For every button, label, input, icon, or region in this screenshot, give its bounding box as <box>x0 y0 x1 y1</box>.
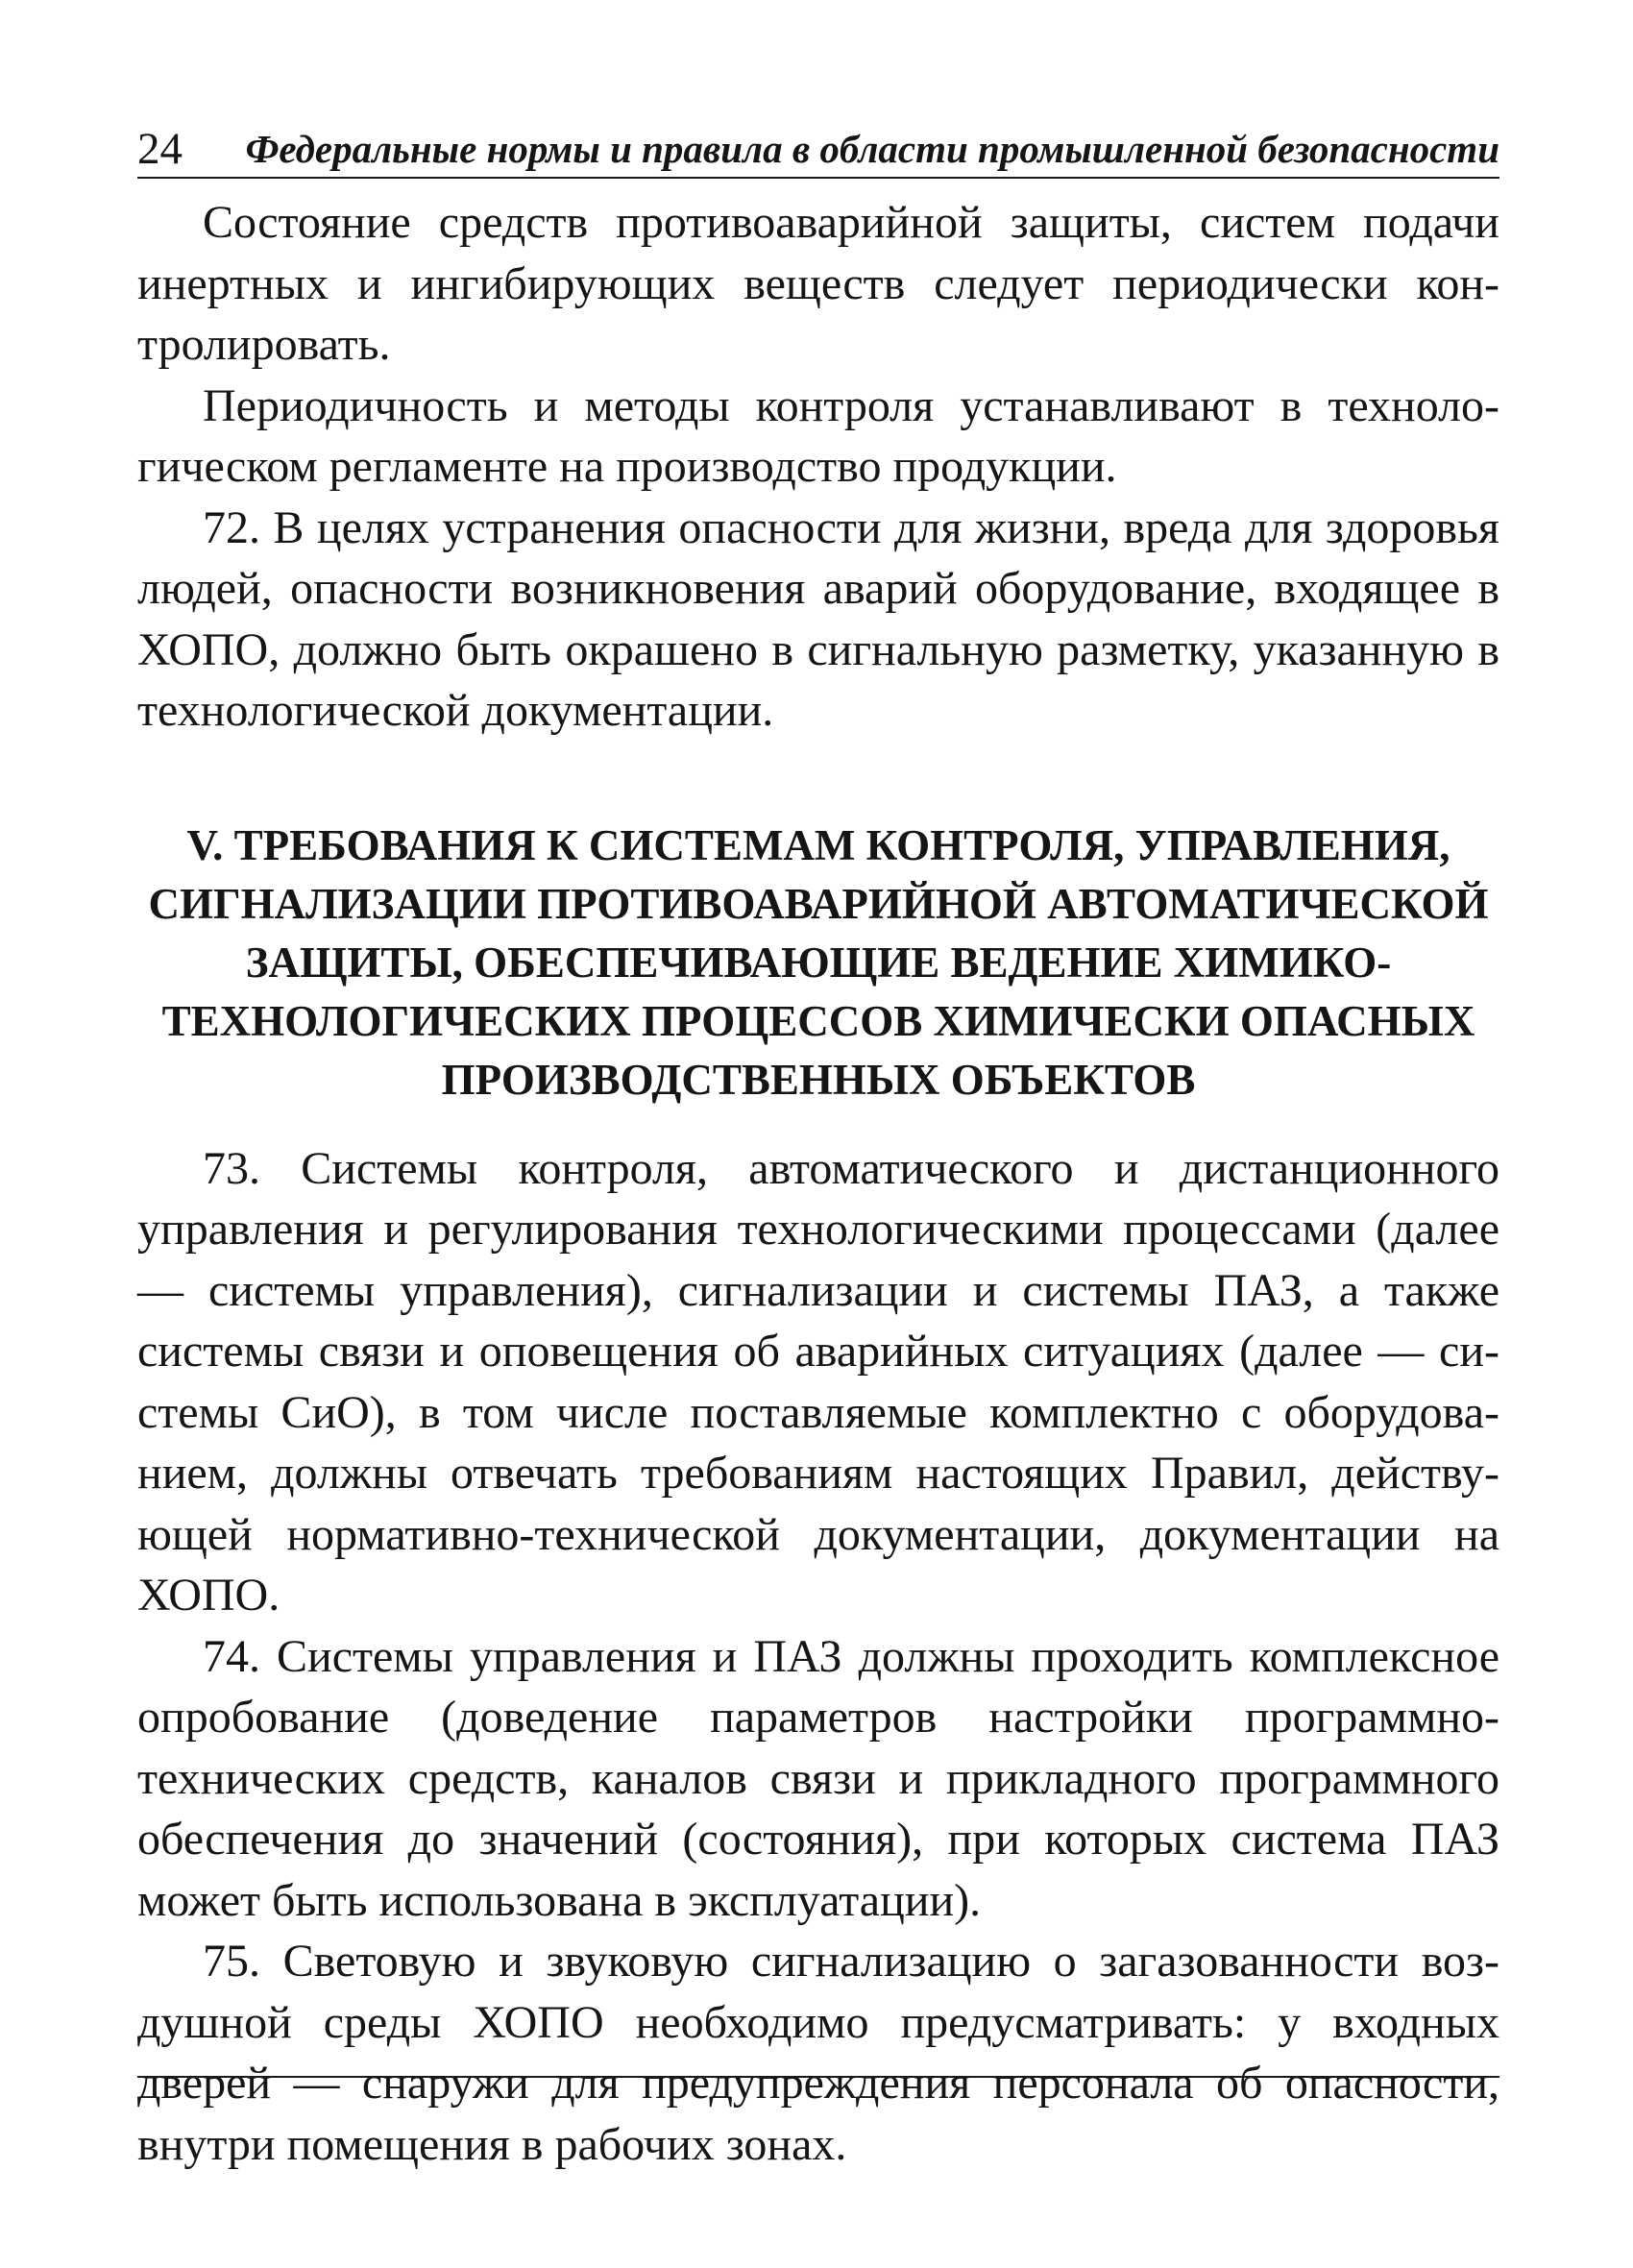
paragraph: Состояние средств противоаварийной защиты, систем подачи инертных и ингибирующих веществ следует периодически контролировать. <box>137 197 1499 370</box>
document-body <box>137 192 1499 2175</box>
running-header-title: Федеральные нормы и правила в области промышленной безопасности <box>245 127 1499 171</box>
section-heading: V. ТРЕБОВАНИЯ К СИСТЕМАМ КОНТРОЛЯ, УПРАВЛЕНИЯ, СИГНАЛИЗАЦИИ ПРОТИВОАВАРИЙНОЙ АВТОМАТИЧЕСКОЙ ЗАЩИТЫ, ОБЕСПЕЧИВАЮЩИЕ ВЕДЕНИЕ ХИМИКО-ТЕХНОЛОГИЧЕСКИХ ПРОЦЕССОВ ХИМИЧЕСКИ ОПАСНЫХ ПРОИЗВОДСТВЕННЫХ ОБЪЕКТОВ <box>148 820 1489 1104</box>
paragraph-75: 75. Световую и звуковую сигнализацию о загазованности воздушной среды ХОПО необходимо предусматривать: у входных дверей — снаружи для предупреждения персонала об опасности, внутри помещения в рабочих зонах. <box>137 1936 1499 2170</box>
running-header <box>137 115 1499 179</box>
document-page <box>137 115 1499 2175</box>
page-number: 24 <box>137 124 183 174</box>
paragraph-72: 72. В целях устранения опасности для жизни, вреда для здоровья людей, опасности возникновения аварий оборудование, входящее в ХОПО, должно быть окрашено в сигнальную разметку, указанную в технологической документации. <box>137 501 1499 736</box>
paragraph: Периодичность и методы контроля устанавливают в технологическом регламенте на производство продукции. <box>137 379 1499 492</box>
bottom-divider <box>137 2076 1499 2078</box>
paragraph-73: 73. Системы контроля, автоматического и дистанционного управления и регулирования технологическими процессами (далее — системы управления), сигнализации и системы ПАЗ, а также системы связи и оповещения об аварийных ситуациях (далее — системы СиО), в том числе поставляемые комплектно с оборудованием, должны отвечать требованиям настоящих Правил, действующей нормативно-технической документации, документации на ХОПО. <box>137 1142 1499 1621</box>
paragraph-74: 74. Системы управления и ПАЗ должны проходить комплексное опробование (доведение параметров настройки программно-технических средств, каналов связи и прикладного программного обеспечения до значений (состояния), при которых система ПАЗ может быть использована в эксплуатации). <box>137 1630 1499 1926</box>
